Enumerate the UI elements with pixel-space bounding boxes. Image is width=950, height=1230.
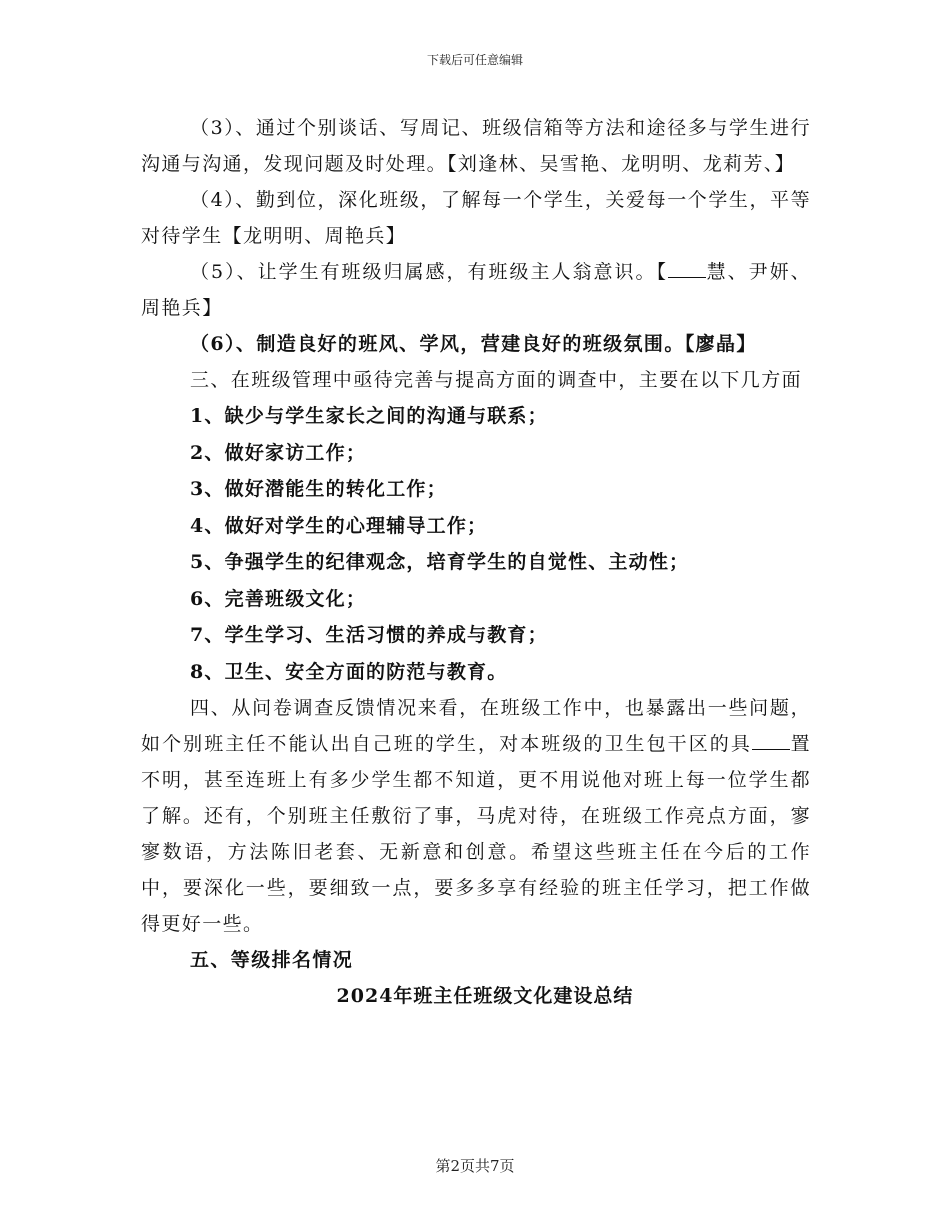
improvement-list: [141, 398, 811, 690]
list-item: 8、卫生、安全方面的防范与教育。: [190, 660, 508, 683]
blank-underline: [668, 259, 706, 278]
section-4-start: 四、从问卷调查反馈情况来看，在班级工作中，也暴露出一些问题，如个别班主任不能认出自己班的学生，对本班级的卫生包干区的具: [141, 697, 811, 755]
paragraph-item-6: （6）、制造良好的班风、学风，营建良好的班级氛围。【廖晶】: [190, 333, 757, 355]
section-4-paragraph: [141, 690, 811, 942]
blank-underline: [752, 731, 790, 750]
document-body: [141, 110, 811, 1014]
list-item: 6、完善班级文化；: [190, 587, 367, 610]
list-item: 1、缺少与学生家长之间的沟通与联系；: [190, 405, 548, 427]
section-4-end: 置不明，甚至连班上有多少学生都不知道，更不用说他对班上每一位学生都了解。还有，个别班主任敷衍了事，马虎对待，在班级工作亮点方面，寥寥数语，方法陈旧老套、无新意和创意。希望这些班主任在今后的工作中，要深化一些，要细致一点，要多多享有经验的班主任学习，把工作做得更好一些。: [141, 733, 811, 935]
next-document-title: 2024年班主任班级文化建设总结: [336, 985, 634, 1007]
list-item: 4、做好对学生的心理辅导工作；: [190, 514, 488, 537]
paragraph-item-5-end: 慧、尹妍、周艳兵】: [141, 261, 811, 319]
list-item: 2、做好家访工作；: [190, 441, 367, 464]
paragraph-item-3: （3）、通过个别谈话、写周记、班级信箱等方法和途径多与学生进行沟通与沟通，发现问题及时处理。【刘逢林、吴雪艳、龙明明、龙莉芳、】: [141, 117, 811, 175]
list-item: 3、做好潜能生的转化工作；: [190, 478, 447, 500]
page-number-footer: 第2页共7页: [435, 1157, 515, 1175]
paragraph-item-4: （4）、勤到位，深化班级，了解每一个学生，关爱每一个学生，平等对待学生【龙明明、周艳兵】: [141, 189, 811, 247]
page-header-note: 下载后可任意编辑: [426, 53, 523, 67]
section-3-heading: 三、在班级管理中亟待完善与提高方面的调查中，主要在以下几方面: [190, 369, 803, 391]
paragraph-item-5: [141, 254, 811, 326]
list-item: 5、争强学生的纪律观念，培育学生的自觉性、主动性；: [190, 551, 690, 573]
list-item: 7、学生学习、生活习惯的养成与教育；: [190, 624, 548, 646]
paragraph-item-5-start: （5）、让学生有班级归属感，有班级主人翁意识。【: [190, 261, 668, 283]
section-5-heading: 五、等级排名情况: [190, 949, 354, 971]
